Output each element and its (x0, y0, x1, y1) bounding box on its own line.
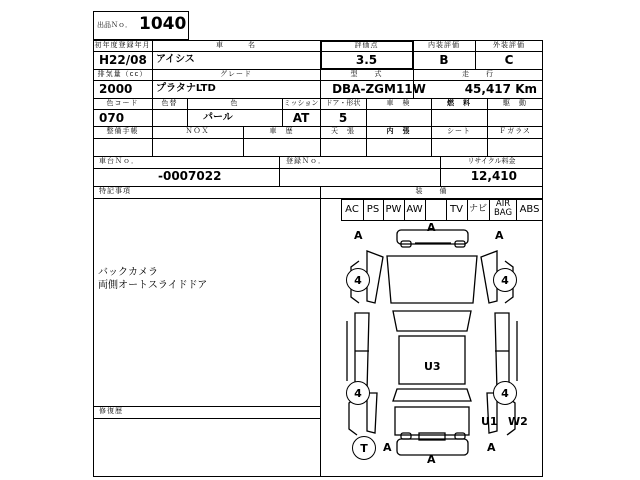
lot-number-value: 1040 (139, 14, 187, 34)
maintenance-book-label: 整備手帳 (106, 127, 139, 135)
color-change-label: 色替 (161, 99, 178, 107)
front-glass-label: Ｆガラス (499, 127, 531, 135)
equipment-navi: ナビ (468, 204, 487, 214)
model-value: DBA-ZGM11W (332, 82, 426, 96)
transmission-value: AT (292, 111, 310, 125)
damage-tail-center: A (427, 453, 436, 466)
interior-grade-value: B (439, 53, 449, 67)
mileage-label: 走 行 (462, 70, 494, 78)
door-shape-label: ドア・形状 (325, 99, 361, 107)
recycle-fee-label: リサイクル料金 (467, 157, 516, 165)
color-label: 色 (230, 99, 239, 107)
car-name-label: 車 名 (216, 41, 256, 49)
note-line: バックカメラ (98, 267, 158, 278)
color-value: パール (203, 112, 233, 123)
damage-mid-left: 4 (346, 268, 370, 292)
damage-tail-right: A (487, 441, 496, 454)
exterior-grade-label: 外装評価 (493, 41, 525, 49)
lot-number-box (93, 11, 189, 40)
notes-label: 特記事項 (99, 187, 131, 195)
damage-front-right: A (495, 229, 504, 242)
car-damage-diagram (321, 221, 543, 476)
door-value: 5 (338, 111, 348, 125)
mileage-value: 45,417 Km (464, 82, 537, 96)
car-name-value: アイシス (156, 54, 195, 65)
damage-roof: U3 (424, 360, 441, 373)
equipment-tv: TV (450, 204, 463, 215)
chassis-number-label: 車台Ｎｏ． (99, 157, 139, 165)
damage-legend-w2: W2 (508, 415, 528, 428)
color-code-label: 色コード (106, 99, 139, 107)
equipment-aw: AW (406, 204, 423, 215)
equipment-airbag: AIR BAG (493, 199, 513, 218)
chassis-number-value: -0007022 (158, 169, 222, 183)
drive-label: 駆 動 (503, 99, 527, 107)
damage-rear-right: 4 (493, 381, 517, 405)
repair-history-label: 修復歴 (99, 407, 123, 415)
interior-grade-label: 内装評価 (428, 41, 460, 49)
damage-front-left: A (354, 229, 363, 242)
notes-content (98, 266, 207, 292)
score-value: 3.5 (355, 53, 378, 67)
headliner-label: 天 張 (331, 127, 355, 135)
damage-tail-left: A (383, 441, 392, 454)
fuel-label: 燃 料 (447, 99, 471, 107)
exterior-grade-value: C (504, 53, 514, 67)
seat-label: シート (447, 127, 471, 135)
vehicle-history-label: 車 歴 (269, 127, 294, 135)
nox-label: ＮＯＸ (185, 127, 210, 135)
damage-legend-u1: U1 (481, 415, 498, 428)
model-label: 型 式 (350, 70, 383, 78)
damage-tail-t: T (352, 436, 376, 460)
score-label: 評価点 (354, 41, 379, 49)
color-code-value: 070 (99, 111, 125, 125)
transmission-label: ミッション (283, 99, 319, 107)
equipment-ps: PS (366, 204, 380, 215)
damage-rear-left: 4 (346, 381, 370, 405)
recycle-fee-value: 12,410 (470, 169, 517, 183)
note-line: 両側オートスライドドア (98, 280, 208, 291)
equipment-label: 装 備 (415, 187, 448, 195)
first-registration-value: H22/08 (99, 53, 147, 67)
grade-label: グレード (220, 70, 252, 78)
equipment-pw: PW (385, 204, 402, 215)
displacement-value: 2000 (99, 82, 133, 96)
lot-number-label: 出品Ｎｏ． (97, 21, 132, 29)
displacement-label: 排気量（cc） (97, 70, 148, 78)
equipment-abs: ABS (519, 204, 540, 215)
grade-value: プラタナLTD (156, 83, 216, 94)
interior-trim-label: 内 張 (386, 127, 411, 135)
damage-mid-right: 4 (493, 268, 517, 292)
equipment-ac: AC (345, 204, 359, 215)
registration-number-label: 登録Ｎｏ． (286, 157, 326, 165)
inspection-label: 車 検 (386, 99, 411, 107)
damage-front-center: A (427, 221, 436, 234)
first-registration-label: 初年度登録年月 (94, 41, 151, 49)
